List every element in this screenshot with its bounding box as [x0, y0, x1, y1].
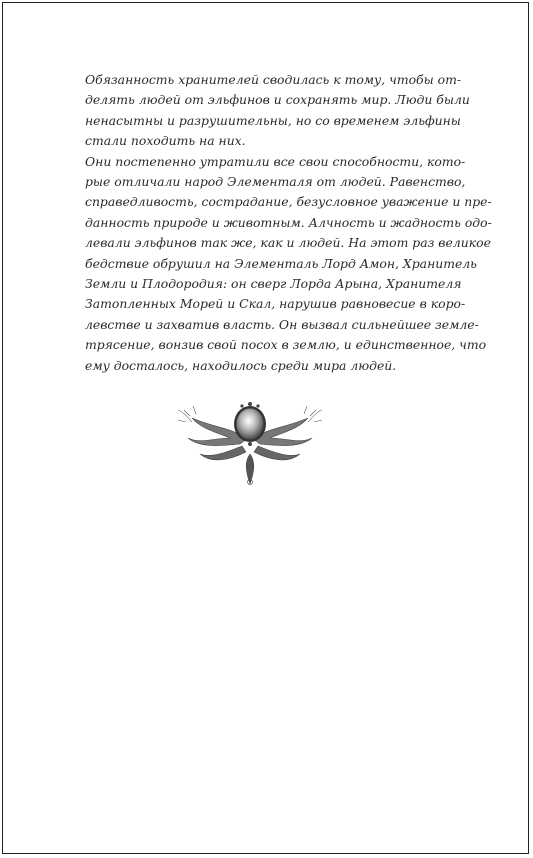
- paragraph-2: [85, 152, 492, 376]
- text-line: Земли и Плодородия: он сверг Лорда Арына, Хранителя: [85, 276, 462, 292]
- text-line: Они постепенно утратили все свои способности, кото-: [85, 153, 466, 169]
- text-line: данность природе и животным. Алчность и жадность одо-: [85, 214, 492, 230]
- text-line: справедливость, сострадание, безусловное уважение и пре-: [85, 194, 492, 210]
- text-line: делять людей от эльфинов и сохранять мир. Люди были: [85, 92, 470, 108]
- paragraph-1: [85, 70, 470, 152]
- text-line: бедствие обрушил на Элементаль Лорд Амон, Хранитель: [85, 255, 477, 271]
- text-line: стали походить на них.: [85, 133, 246, 149]
- text-line: левстве и захватив власть. Он вызвал сильнейшее земле-: [85, 316, 479, 332]
- text-line: Обязанность хранителей сводилась к тому, чтобы от-: [85, 72, 462, 87]
- text-line: ненасытны и разрушительны, но со временем эльфины: [85, 112, 461, 128]
- text-line: рые отличали народ Элементаля от людей. Равенство,: [85, 174, 466, 190]
- text-line: ему досталось, находилось среди мира людей.: [85, 357, 397, 373]
- text-line: Затопленных Морей и Скал, нарушив равновесие в коро-: [85, 296, 466, 312]
- text-line: левали эльфинов так же, как и людей. На этот раз великое: [85, 235, 491, 251]
- text-line: трясение, вонзив свой посох в землю, и единственное, что: [85, 337, 487, 353]
- floral-gem-ornament-icon: [170, 398, 330, 488]
- body-text: [85, 70, 492, 376]
